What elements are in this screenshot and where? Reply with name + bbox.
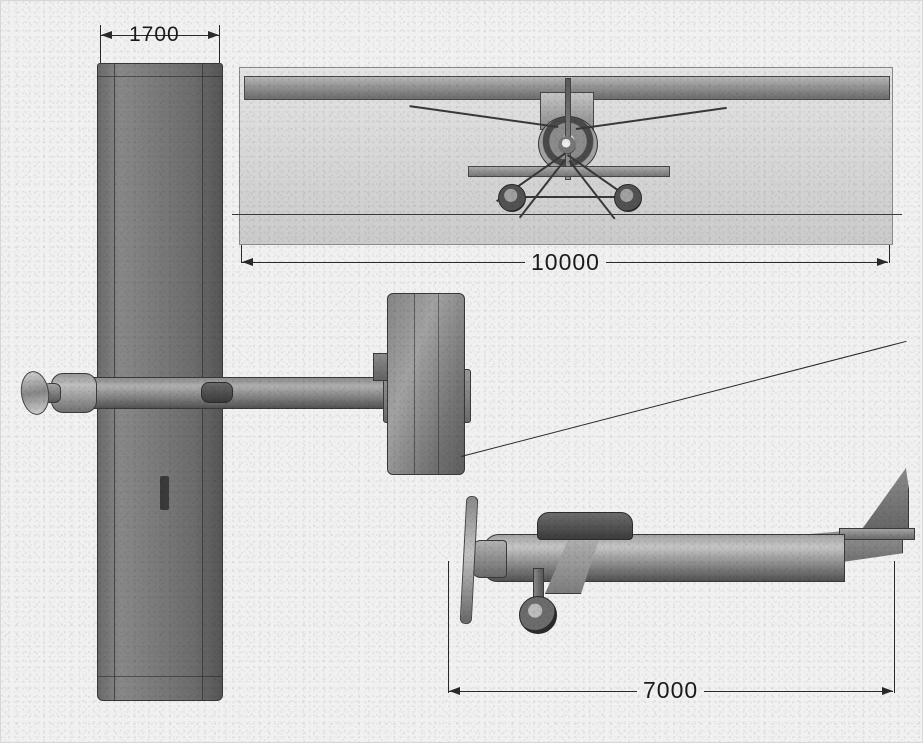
front-wheel-left <box>498 184 526 212</box>
ground-line <box>232 214 902 215</box>
dimension-label-length: 7000 <box>637 677 704 704</box>
propeller-plan <box>18 369 52 416</box>
length-tick-right <box>894 561 895 693</box>
strut-right-upper <box>576 107 727 130</box>
fin-rib-line-1 <box>414 294 415 474</box>
fin-rib-line-2 <box>438 294 439 474</box>
length-arrow-right <box>882 687 893 695</box>
side-view <box>441 456 911 681</box>
dimension-arrow-right <box>208 31 219 39</box>
axle-line <box>512 196 624 198</box>
wing-tip-line-lower <box>98 676 222 677</box>
side-reference-line <box>461 456 901 656</box>
cockpit-opening <box>201 382 233 403</box>
front-wheel-right <box>614 184 642 212</box>
span-arrow-right <box>877 258 888 266</box>
front-view <box>239 67 893 245</box>
length-tick-left <box>448 561 449 693</box>
dimension-label-wing-chord: 1700 <box>129 23 180 46</box>
propeller-hub <box>558 136 576 154</box>
dimension-label-span: 10000 <box>525 249 606 276</box>
strut-left-upper <box>409 106 558 128</box>
span-arrow-left <box>242 258 253 266</box>
wing-access-panel <box>160 476 169 510</box>
dimension-arrow-left <box>101 31 112 39</box>
length-arrow-left <box>449 687 460 695</box>
front-lower-wing <box>468 166 670 177</box>
wing-tip-line-upper <box>98 76 222 77</box>
fuselage-body <box>77 377 409 409</box>
span-tick-right <box>889 245 890 263</box>
vertical-fin-plan <box>387 293 465 475</box>
propeller-front <box>565 78 571 180</box>
